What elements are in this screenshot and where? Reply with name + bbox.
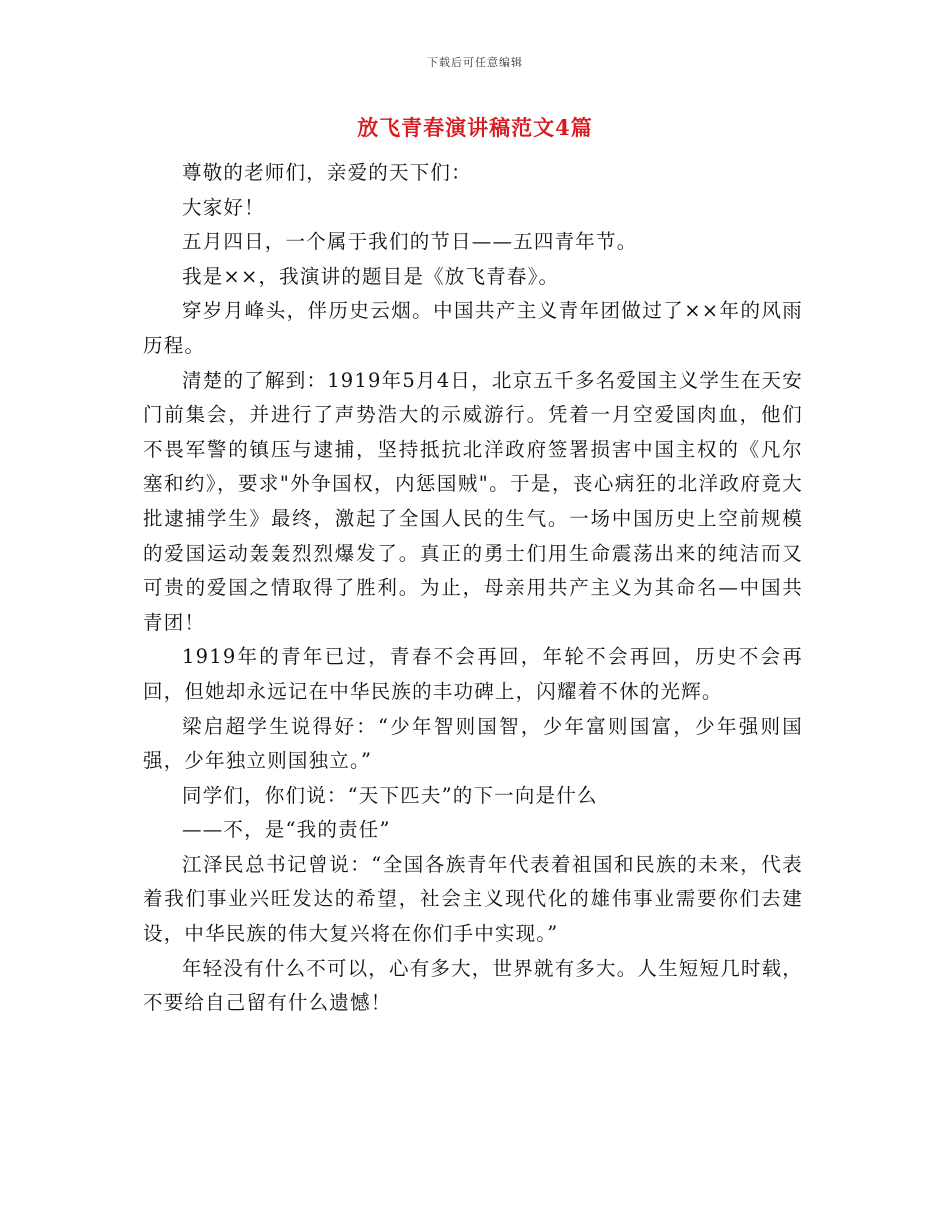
paragraph-liang-qichao: 梁启超学生说得好：“少年智则国智，少年富则国富，少年强则国强，少年独立则国独立。” — [143, 714, 803, 773]
paragraph-youth-1919: 1919年的青年已过，青春不会再回，年轮不会再回，历史不会再回，但她却永远记在中华民族的丰功碑上，闪耀着不休的光辉。 — [143, 645, 803, 703]
header-note: 下载后可任意编辑 — [427, 56, 523, 69]
paragraph-may-fourth: 清楚的了解到：1919年5月4日，北京五千多名爱国主义学生在天安门前集会，并进行了声势浩大的示威游行。凭着一月空爱国肉血，他们不畏军警的镇压与逮捕，坚持抵抗北洋政府签署损害中国主权的《凡尔塞和约》，要求"外争国权，内惩国贼"。于是，丧心病狂的北洋政府竟大批逮捕学生》最终，激起了全国人民的生气。一场中国历史上空前规模的爱国运动轰轰烈烈爆发了。真正的勇士们用生命震荡出来的纯洁而又可贵的爱国之情取得了胜利。为止，母亲用共产主义为其命名—中国共青团！ — [143, 368, 803, 634]
paragraph-salutation: 尊敬的老师们，亲爱的天下们： — [182, 161, 472, 184]
paragraph-speech-topic: 我是××，我演讲的题目是《放飞青春》。 — [182, 264, 560, 288]
paragraph-closing: 年轻没有什么不可以，心有多大，世界就有多大。人生短短几时载，不要给自己留有什么遗憾！ — [143, 956, 804, 1015]
paragraph-jiang-quote: 江泽民总书记曾说：“全国各族青年代表着祖国和民族的未来，代表着我们事业兴旺发达的希望，社会主义现代化的雄伟事业需要你们去建设，中华民族的伟大复兴将在你们手中实现。” — [143, 852, 803, 946]
document-title: 放飞青春演讲稿范文4篇 — [357, 115, 593, 140]
paragraph-question: 同学们，你们说：“天下匹夫”的下一向是什么 — [182, 783, 598, 807]
paragraph-history-intro: 穿岁月峰头，伴历史云烟。中国共产主义青年团做过了××年的风雨历程。 — [143, 299, 803, 357]
paragraph-greeting: 大家好！ — [182, 195, 265, 219]
document-body — [143, 156, 803, 1021]
paragraph-answer: ——不，是“我的责任” — [182, 818, 391, 842]
paragraph-occasion: 五月四日，一个属于我们的节日——五四青年节。 — [182, 230, 638, 254]
